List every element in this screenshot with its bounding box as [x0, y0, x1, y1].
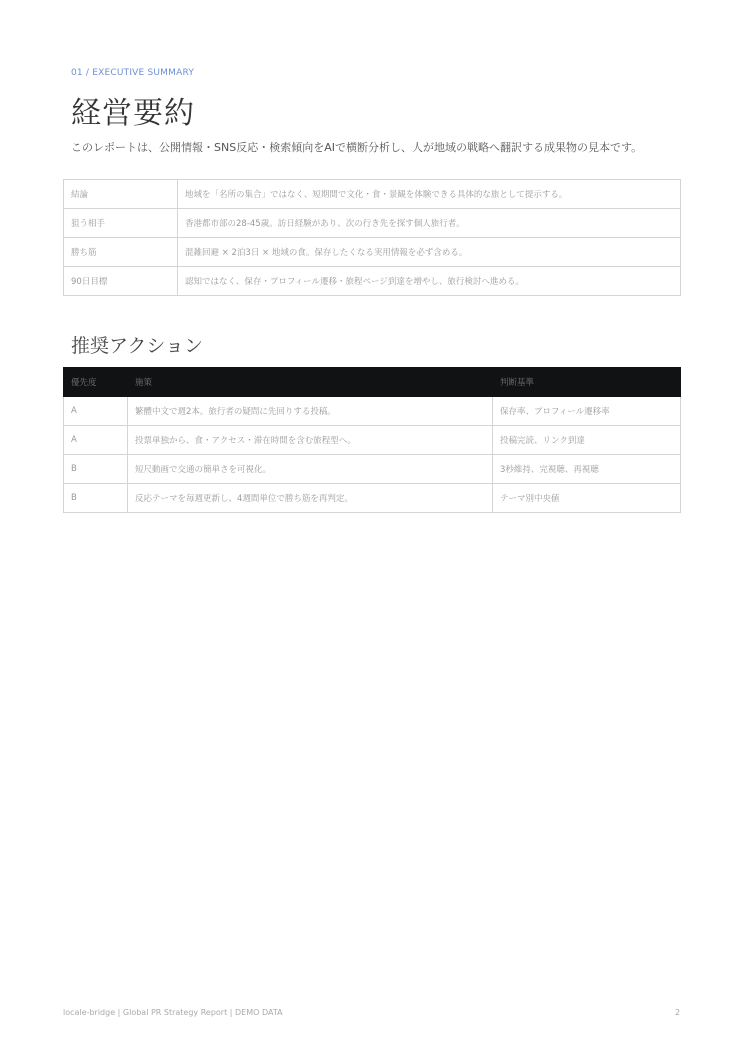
- summary-key: 勝ち筋: [64, 238, 178, 267]
- summary-key: 結論: [64, 180, 178, 209]
- table-row: [64, 397, 681, 426]
- actions-table: [63, 367, 681, 513]
- section-label: 01 / EXECUTIVE SUMMARY: [71, 68, 195, 78]
- summary-key: 90日目標: [64, 267, 178, 296]
- header-priority: 優先度: [64, 368, 128, 397]
- table-row: [64, 455, 681, 484]
- action-criteria: 3秒維持、完視聴、再視聴: [493, 455, 681, 484]
- table-row: [64, 267, 681, 296]
- table-header-row: [64, 368, 681, 397]
- header-criteria: 判断基準: [493, 368, 681, 397]
- action-measure: 投票単独から、食・アクセス・滞在時間を含む旅程型へ。: [128, 426, 493, 455]
- action-criteria: 投稿完読、リンク到達: [493, 426, 681, 455]
- action-measure: 反応テーマを毎週更新し、4週間単位で勝ち筋を再判定。: [128, 484, 493, 513]
- action-priority: A: [64, 426, 128, 455]
- summary-value: 地域を「名所の集合」ではなく、短期間で文化・食・景観を体験できる具体的な旅として提示する。: [178, 180, 681, 209]
- action-criteria: テーマ別中央値: [493, 484, 681, 513]
- lead-paragraph: このレポートは、公開情報・SNS反応・検索傾向をAIで横断分析し、人が地域の戦略へ翻訳する成果物の見本です。: [71, 141, 643, 154]
- table-row: [64, 484, 681, 513]
- summary-value: 香港都市部の28-45歳。訪日経験があり、次の行き先を探す個人旅行者。: [178, 209, 681, 238]
- table-row: [64, 180, 681, 209]
- action-priority: A: [64, 397, 128, 426]
- table-row: [64, 238, 681, 267]
- summary-table: [63, 179, 681, 296]
- action-measure: 短尺動画で交通の簡単さを可視化。: [128, 455, 493, 484]
- summary-value: 認知ではなく、保存・プロフィール遷移・旅程ページ到達を増やし、旅行検討へ進める。: [178, 267, 681, 296]
- action-criteria: 保存率、プロフィール遷移率: [493, 397, 681, 426]
- action-priority: B: [64, 484, 128, 513]
- summary-key: 狙う相手: [64, 209, 178, 238]
- action-measure: 繁體中文で週2本。旅行者の疑問に先回りする投稿。: [128, 397, 493, 426]
- table-row: [64, 426, 681, 455]
- header-measure: 施策: [128, 368, 493, 397]
- table-row: [64, 209, 681, 238]
- page-title: 経営要約: [71, 96, 195, 131]
- page-number: 2: [675, 1008, 681, 1017]
- action-priority: B: [64, 455, 128, 484]
- actions-heading: 推奨アクション: [71, 335, 204, 357]
- summary-value: 混雑回避 × 2泊3日 × 地域の食。保存したくなる実用情報を必ず含める。: [178, 238, 681, 267]
- footer-text: locale-bridge | Global PR Strategy Report | DEMO DATA: [63, 1008, 283, 1017]
